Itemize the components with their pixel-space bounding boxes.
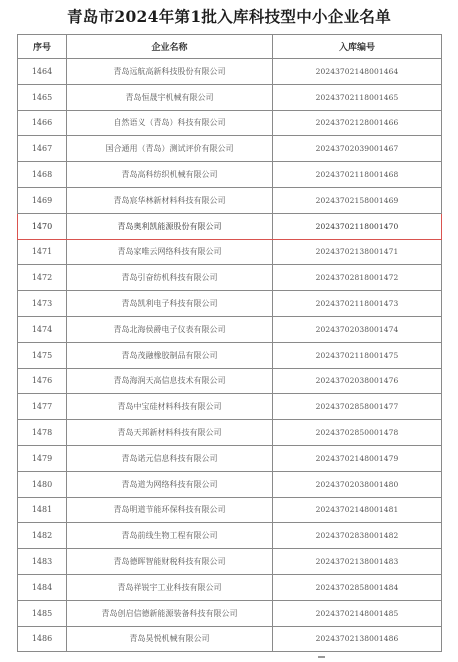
table-row [18, 445, 442, 471]
cell-company-name: 青岛祥锐宇工业科技有限公司 [67, 574, 273, 600]
table-row [18, 84, 442, 110]
table-row [18, 394, 442, 420]
cell-serial-number: 1477 [18, 394, 67, 420]
cell-serial-number: 1485 [18, 600, 67, 626]
cell-company-name: 青岛凯利电子科技有限公司 [67, 291, 273, 317]
cell-entry-number: 20243702818001472 [273, 265, 442, 291]
cell-serial-number: 1472 [18, 265, 67, 291]
header-row [18, 35, 442, 59]
cell-serial-number: 1470 [18, 213, 67, 239]
table-row [18, 162, 442, 188]
cell-entry-number: 20243702158001469 [273, 187, 442, 213]
table-row [18, 497, 442, 523]
cell-company-name: 青岛创启信德新能源装备科技有限公司 [67, 600, 273, 626]
table-row [18, 549, 442, 575]
enterprise-table [17, 34, 442, 652]
table-row [18, 239, 442, 265]
table-header [18, 35, 442, 59]
cell-company-name: 青岛北海侯爵电子仪表有限公司 [67, 316, 273, 342]
cell-serial-number: 1486 [18, 626, 67, 652]
cell-serial-number: 1480 [18, 471, 67, 497]
cell-serial-number: 1484 [18, 574, 67, 600]
cell-entry-number: 20243702118001475 [273, 342, 442, 368]
cell-entry-number: 20243702138001471 [273, 239, 442, 265]
cell-entry-number: 20243702838001482 [273, 523, 442, 549]
table-row [18, 523, 442, 549]
cell-serial-number: 1475 [18, 342, 67, 368]
cell-company-name: 青岛引奋纺机科技有限公司 [67, 265, 273, 291]
table-row [18, 420, 442, 446]
cell-company-name: 青岛昊悦机械有限公司 [67, 626, 273, 652]
cell-serial-number: 1473 [18, 291, 67, 317]
cell-serial-number: 1479 [18, 445, 67, 471]
cell-entry-number: 20243702138001483 [273, 549, 442, 575]
cell-serial-number: 1466 [18, 110, 67, 136]
cell-entry-number: 20243702038001474 [273, 316, 442, 342]
cell-serial-number: 1482 [18, 523, 67, 549]
cell-entry-number: 20243702858001477 [273, 394, 442, 420]
cell-company-name: 青岛宸华林新材料科技有限公司 [67, 187, 273, 213]
document [17, 0, 441, 652]
table-row [18, 265, 442, 291]
cell-entry-number: 20243702148001464 [273, 59, 442, 85]
cell-entry-number: 20243702128001466 [273, 110, 442, 136]
cell-serial-number: 1465 [18, 84, 67, 110]
cell-serial-number: 1481 [18, 497, 67, 523]
cell-entry-number: 20243702038001480 [273, 471, 442, 497]
cell-serial-number: 1476 [18, 368, 67, 394]
header-entry-number: 入库编号 [273, 35, 442, 59]
cell-entry-number: 20243702118001470 [273, 213, 442, 239]
cell-company-name: 青岛道为网络科技有限公司 [67, 471, 273, 497]
table-row [18, 600, 442, 626]
cell-entry-number: 20243702850001478 [273, 420, 442, 446]
table-row [18, 626, 442, 652]
cell-serial-number: 1471 [18, 239, 67, 265]
cell-company-name: 国合通用（青岛）测试评价有限公司 [67, 136, 273, 162]
table-row [18, 213, 442, 239]
cell-serial-number: 1474 [18, 316, 67, 342]
cell-serial-number: 1483 [18, 549, 67, 575]
cell-entry-number: 20243702039001467 [273, 136, 442, 162]
table-row [18, 291, 442, 317]
cell-company-name: 青岛诺元信息科技有限公司 [67, 445, 273, 471]
page-mark [318, 656, 325, 658]
cell-serial-number: 1468 [18, 162, 67, 188]
table-row [18, 187, 442, 213]
table-body [18, 59, 442, 652]
cell-serial-number: 1478 [18, 420, 67, 446]
cell-company-name: 青岛前线生物工程有限公司 [67, 523, 273, 549]
cell-entry-number: 20243702118001473 [273, 291, 442, 317]
cell-entry-number: 20243702148001481 [273, 497, 442, 523]
table-row [18, 342, 442, 368]
table-row [18, 368, 442, 394]
cell-company-name: 青岛天邦新材料科技有限公司 [67, 420, 273, 446]
cell-entry-number: 20243702148001485 [273, 600, 442, 626]
cell-entry-number: 20243702138001486 [273, 626, 442, 652]
cell-entry-number: 20243702858001484 [273, 574, 442, 600]
cell-company-name: 青岛中宝硅材料科技有限公司 [67, 394, 273, 420]
header-serial-number: 序号 [18, 35, 67, 59]
cell-company-name: 青岛高科纺织机械有限公司 [67, 162, 273, 188]
cell-entry-number: 20243702148001479 [273, 445, 442, 471]
cell-entry-number: 20243702118001468 [273, 162, 442, 188]
table-row [18, 136, 442, 162]
cell-company-name: 青岛德晖智能财税科技有限公司 [67, 549, 273, 575]
cell-company-name: 青岛恒晟宇机械有限公司 [67, 84, 273, 110]
cell-company-name: 青岛奥利凯能源股份有限公司 [67, 213, 273, 239]
cell-company-name: 青岛明道节能环保科技有限公司 [67, 497, 273, 523]
table-row [18, 110, 442, 136]
table-row [18, 574, 442, 600]
cell-company-name: 青岛远航高新科技股份有限公司 [67, 59, 273, 85]
cell-company-name: 自然语义（青岛）科技有限公司 [67, 110, 273, 136]
table-row [18, 471, 442, 497]
table-row [18, 59, 442, 85]
cell-serial-number: 1469 [18, 187, 67, 213]
cell-company-name: 青岛家唯云网络科技有限公司 [67, 239, 273, 265]
cell-serial-number: 1464 [18, 59, 67, 85]
header-company-name: 企业名称 [67, 35, 273, 59]
table-row [18, 316, 442, 342]
cell-entry-number: 20243702118001465 [273, 84, 442, 110]
document-title: 青岛市2024年第1批入库科技型中小企业名单 [66, 7, 392, 26]
cell-company-name: 青岛海润天高信息技术有限公司 [67, 368, 273, 394]
cell-serial-number: 1467 [18, 136, 67, 162]
cell-entry-number: 20243702038001476 [273, 368, 442, 394]
cell-company-name: 青岛茂融橡胶制品有限公司 [67, 342, 273, 368]
